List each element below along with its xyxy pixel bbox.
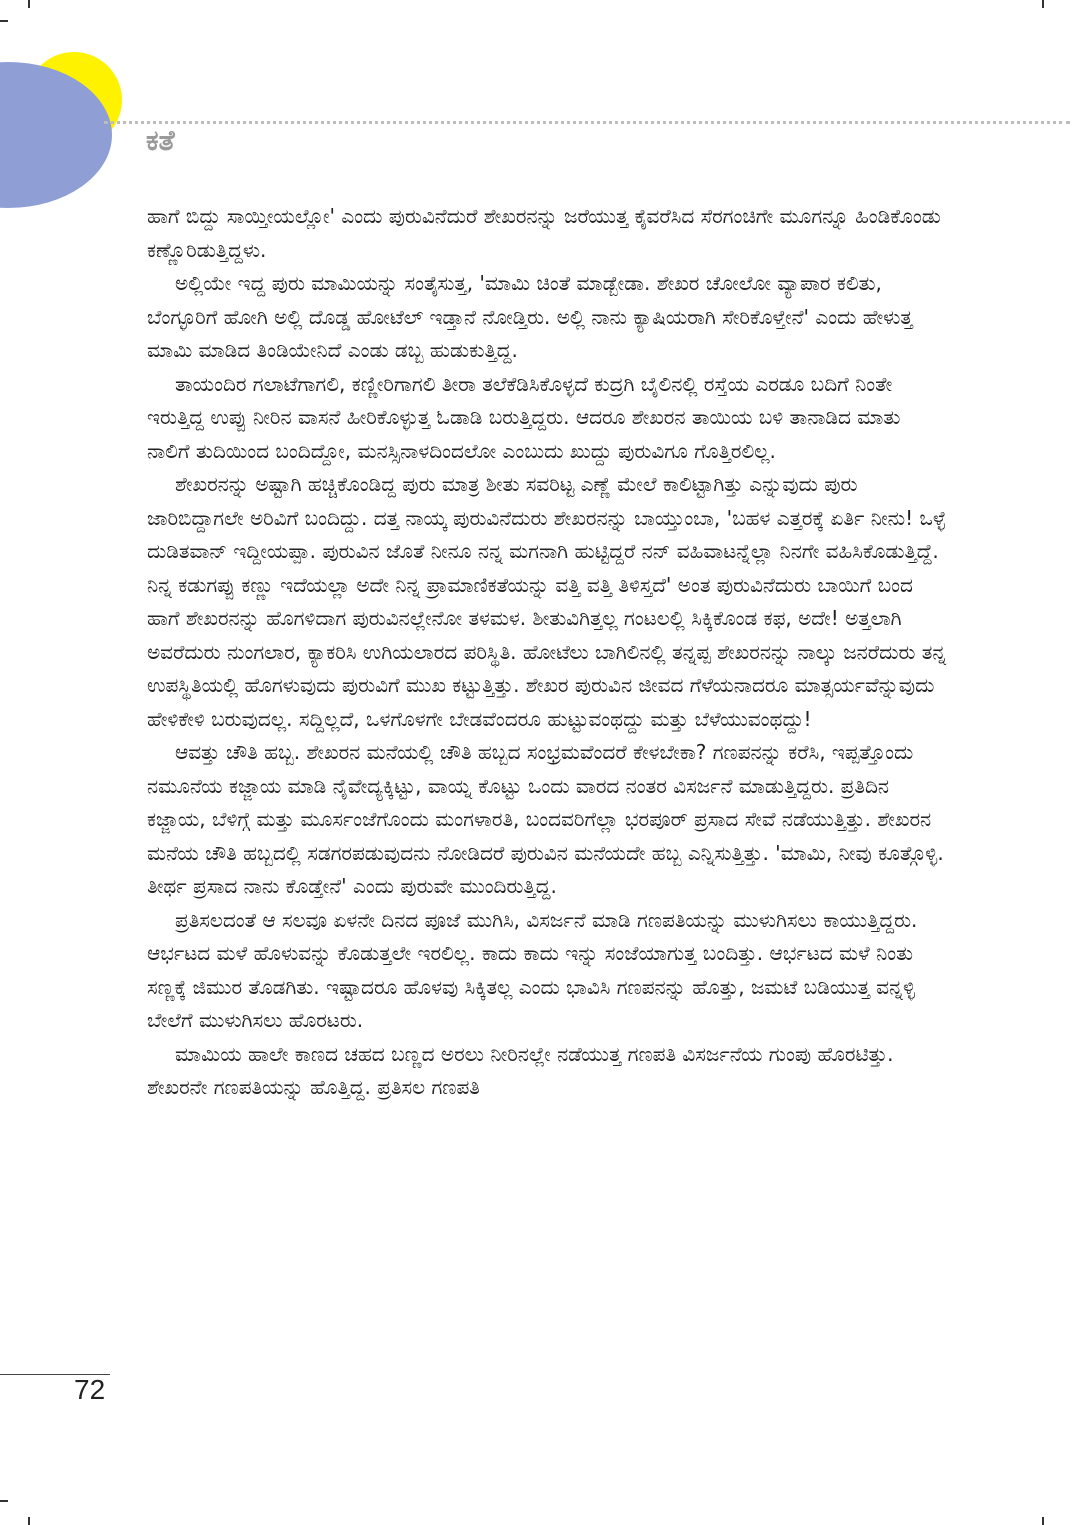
crop-mark (0, 1500, 8, 1502)
paragraph: ಅಲ್ಲಿಯೇ ಇದ್ದ ಪುರು ಮಾಮಿಯನ್ನು ಸಂತೈಸುತ್ತ, 'ಮಾಮಿ ಚಿಂತೆ ಮಾಡ್ಬೇಡಾ. ಶೇಖರ ಚೋಲೋ ವ್ಯಾಪಾರ ಕಲಿತು, ಬೆಂಗ್ಳೂರಿಗೆ ಹೋಗಿ ಅಲ್ಲಿ ದೊಡ್ಡ ಹೋಟೆಲ್ ಇಡ್ತಾನೆ ನೋಡ್ತಿರು. ಅಲ್ಲಿ ನಾನು ಕ್ಯಾಷಿಯರಾಗಿ ಸೇರಿಕೊಳ್ತೇನೆ' ಎಂದು ಹೇಳುತ್ತ ಮಾಮಿ ಮಾಡಿದ ತಿಂಡಿಯೇನಿದೆ ಎಂಡು ಡಬ್ಬ ಹುಡುಕುತ್ತಿದ್ದ. (147, 271, 913, 362)
crop-mark (28, 1517, 30, 1525)
paragraph: ಶೇಖರನನ್ನು ಅಷ್ಟಾಗಿ ಹಚ್ಚಿಕೊಂಡಿದ್ದ ಪುರು ಮಾತ್ರ ಶೀತು ಸವರಿಟ್ಟ ಎಣ್ಣೆ ಮೇಲೆ ಕಾಲಿಟ್ಟಾಗಿತ್ತು ಎನ್ನುವುದು ಪುರು ಜಾರಿಬಿದ್ದಾಗಲೇ ಅರಿವಿಗೆ ಬಂದಿದ್ದು. ದತ್ತ ನಾಯ್ಕ ಪುರುವಿನೆದುರು ಶೇಖರನನ್ನು ಬಾಯ್ತುಂಬಾ, 'ಬಹಳ ಎತ್ತರಕ್ಕೆ ಏರ್ತಿ ನೀನು! ಒಳ್ಳೆ ದುಡಿತವಾನ್ ಇದ್ದೀಯಪ್ಪಾ. ಪುರುವಿನ ಜೊತೆ ನೀನೂ ನನ್ನ ಮಗನಾಗಿ ಹುಟ್ಟಿದ್ದರೆ ನನ್ ವಹಿವಾಟನ್ನೆಲ್ಲಾ ನಿನಗೇ ವಹಿಸಿಕೊಡುತ್ತಿದ್ದೆ. ನಿನ್ನ ಕಡುಗಪ್ಪು ಕಣ್ಣು ಇದೆಯಲ್ಲಾ ಅದೇ ನಿನ್ನ ಪ್ರಾಮಾಣಿಕತೆಯನ್ನು ವತ್ತಿ ವತ್ತಿ ತಿಳಿಸ್ತದೆ' ಅಂತ ಪುರುವಿನೆದುರು ಬಾಯಿಗೆ ಬಂದ ಹಾಗೆ ಶೇಖರನನ್ನು ಹೊಗಳಿದಾಗ ಪುರುವಿನಲ್ಲೇನೋ ತಳಮಳ. ಶೀತುವಿಗಿತ್ತಲ್ಲ ಗಂಟಲಲ್ಲಿ ಸಿಕ್ಕಿಕೊಂಡ ಕಫ, ಅದೇ! ಅತ್ತಲಾಗಿ ಅವರೆದುರು ನುಂಗಲಾರ, ಕ್ಯಾಕರಿಸಿ ಉಗಿಯಲಾರದ ಪರಿಸ್ಥಿತಿ. ಹೋಟೆಲು ಬಾಗಿಲಿನಲ್ಲಿ ತನ್ನಪ್ಪ ಶೇಖರನನ್ನು ನಾಲ್ಕು ಜನರೆದುರು ತನ್ನ ಉಪಸ್ಥಿತಿಯಲ್ಲಿ ಹೊಗಳುವುದು ಪುರುವಿಗೆ ಮುಖ ಕಟ್ಟುತ್ತಿತ್ತು. ಶೇಖರ ಪುರುವಿನ ಜೀವದ ಗೆಳೆಯನಾದರೂ ಮಾತ್ಸರ್ಯವೆನ್ನುವುದು ಹೇಳಿಕೇಳಿ ಬರುವುದಲ್ಲ. ಸದ್ದಿಲ್ಲದೆ, ಒಳಗೊಳಗೇ ಬೇಡವೆಂದರೂ ಹುಟ್ಟುವಂಥದ್ದು ಮತ್ತು ಬೆಳೆಯುವಂಥದ್ದು! (147, 472, 947, 731)
story-body (147, 200, 947, 1105)
paragraph: ಮಾಮಿಯ ಹಾಲೇ ಕಾಣದ ಚಹದ ಬಣ್ಣದ ಅರಲು ನೀರಿನಲ್ಲೇ ನಡೆಯುತ್ತ ಗಣಪತಿ ವಿಸರ್ಜನೆಯ ಗುಂಪು ಹೊರಟಿತ್ತು. ಶೇಖರನೇ ಗಣಪತಿಯನ್ನು ಹೊತ್ತಿದ್ದ. ಪ್ರತಿಸಲ ಗಣಪತಿ (147, 1041, 894, 1099)
dotted-rule (104, 121, 1070, 124)
page-number: 72 (74, 1374, 106, 1405)
crop-mark (0, 20, 8, 22)
crop-mark (1042, 0, 1044, 8)
paragraph: ಆವತ್ತು ಚೌತಿ ಹಬ್ಬ. ಶೇಖರನ ಮನೆಯಲ್ಲಿ ಚೌತಿ ಹಬ್ಬದ ಸಂಭ್ರಮವೆಂದರೆ ಕೇಳಬೇಕಾ? ಗಣಪನನ್ನು ಕರೆಸಿ, ಇಪ್ಪತ್ತೊಂದು ನಮೂನೆಯ ಕಜ್ಜಾಯ ಮಾಡಿ ನೈವೇದ್ಯಕ್ಕಿಟ್ಟು, ವಾಯ್ನ ಕೊಟ್ಟು ಒಂದು ವಾರದ ನಂತರ ವಿಸರ್ಜನೆ ಮಾಡುತ್ತಿದ್ದರು. ಪ್ರತಿದಿನ ಕಜ್ಜಾಯ, ಬೆಳಿಗ್ಗೆ ಮತ್ತು ಮೂರ್ಸಂಜೆಗೊಂದು ಮಂಗಳಾರತಿ, ಬಂದವರಿಗೆಲ್ಲಾ ಭರಪೂರ್ ಪ್ರಸಾದ ಸೇವೆ ನಡೆಯುತ್ತಿತ್ತು. ಶೇಖರನ ಮನೆಯ ಚೌತಿ ಹಬ್ಬದಲ್ಲಿ ಸಡಗರಪಡುವುದನು ನೋಡಿದರೆ ಪುರುವಿನ ಮನೆಯದೇ ಹಬ್ಬ ಎನ್ನಿಸುತ್ತಿತ್ತು. 'ಮಾಮಿ, ನೀವು ಕೂತ್ಗೊಳ್ಳಿ. ತೀರ್ಥ ಪ್ರಸಾದ ನಾನು ಕೊಡ್ತೇನೆ' ಎಂದು ಪುರುವೇ ಮುಂದಿರುತ್ತಿದ್ದ. (147, 740, 944, 898)
paragraph: ಪ್ರತಿಸಲದಂತೆ ಆ ಸಲವೂ ಏಳನೇ ದಿನದ ಪೂಜೆ ಮುಗಿಸಿ, ವಿಸರ್ಜನೆ ಮಾಡಿ ಗಣಪತಿಯನ್ನು ಮುಳುಗಿಸಲು ಕಾಯುತ್ತಿದ್ದರು. ಆರ್ಭಟದ ಮಳೆ ಹೊಳುವನ್ನು ಕೊಡುತ್ತಲೇ ಇರಲಿಲ್ಲ. ಕಾದು ಕಾದು ಇನ್ನು ಸಂಜೆಯಾಗುತ್ತ ಬಂದಿತ್ತು. ಆರ್ಭಟದ ಮಳೆ ನಿಂತು ಸಣ್ಣಕ್ಕೆ ಜಿಮುರ ತೊಡಗಿತು. ಇಷ್ಟಾದರೂ ಹೊಳವು ಸಿಕ್ಕಿತಲ್ಲ ಎಂದು ಭಾವಿಸಿ ಗಣಪನನ್ನು ಹೊತ್ತು, ಜಮಟೆ ಬಡಿಯುತ್ತ ವನ್ನಳ್ಳಿ ಬೇಲೆಗೆ ಮುಳುಗಿಸಲು ಹೊರಟರು. (147, 907, 918, 1032)
crop-mark (28, 0, 30, 8)
section-title: ಕತೆ (146, 124, 175, 157)
paragraph: ಹಾಗೆ ಬಿದ್ದು ಸಾಯ್ತೀಯಲ್ಲೋ' ಎಂದು ಪುರುವಿನೆದುರೆ ಶೇಖರನನ್ನು ಜರೆಯುತ್ತ ಕೈವರೆಸಿದ ಸೆರಗಂಚಿಗೇ ಮೂಗನ್ನೂ ಹಿಂಡಿಕೊಂಡು ಕಣ್ಣೊರಿಡುತ್ತಿದ್ದಳು. (147, 204, 941, 262)
crop-mark (1042, 1517, 1044, 1525)
paragraph: ತಾಯಂದಿರ ಗಲಾಟೆಗಾಗಲಿ, ಕಣ್ಣೀರಿಗಾಗಲಿ ತೀರಾ ತಲೆಕೆಡಿಸಿಕೊಳ್ಳದೆ ಕುದ್ರಗಿ ಬೈಲಿನಲ್ಲಿ ರಸ್ತೆಯ ಎರಡೂ ಬದಿಗೆ ನಿಂತೇ ಇರುತ್ತಿದ್ದ ಉಪ್ಪು ನೀರಿನ ವಾಸನೆ ಹೀರಿಕೊಳ್ಳುತ್ತ ಓಡಾಡಿ ಬರುತ್ತಿದ್ದರು. ಆದರೂ ಶೇಖರನ ತಾಯಿಯ ಬಳಿ ತಾನಾಡಿದ ಮಾತು ನಾಲಿಗೆ ತುದಿಯಿಂದ ಬಂದಿದ್ದೋ, ಮನಸ್ಸಿನಾಳದಿಂದಲೋ ಎಂಬುದು ಖುದ್ದು ಪುರುವಿಗೂ ಗೊತ್ತಿರಲಿಲ್ಲ. (147, 371, 901, 463)
